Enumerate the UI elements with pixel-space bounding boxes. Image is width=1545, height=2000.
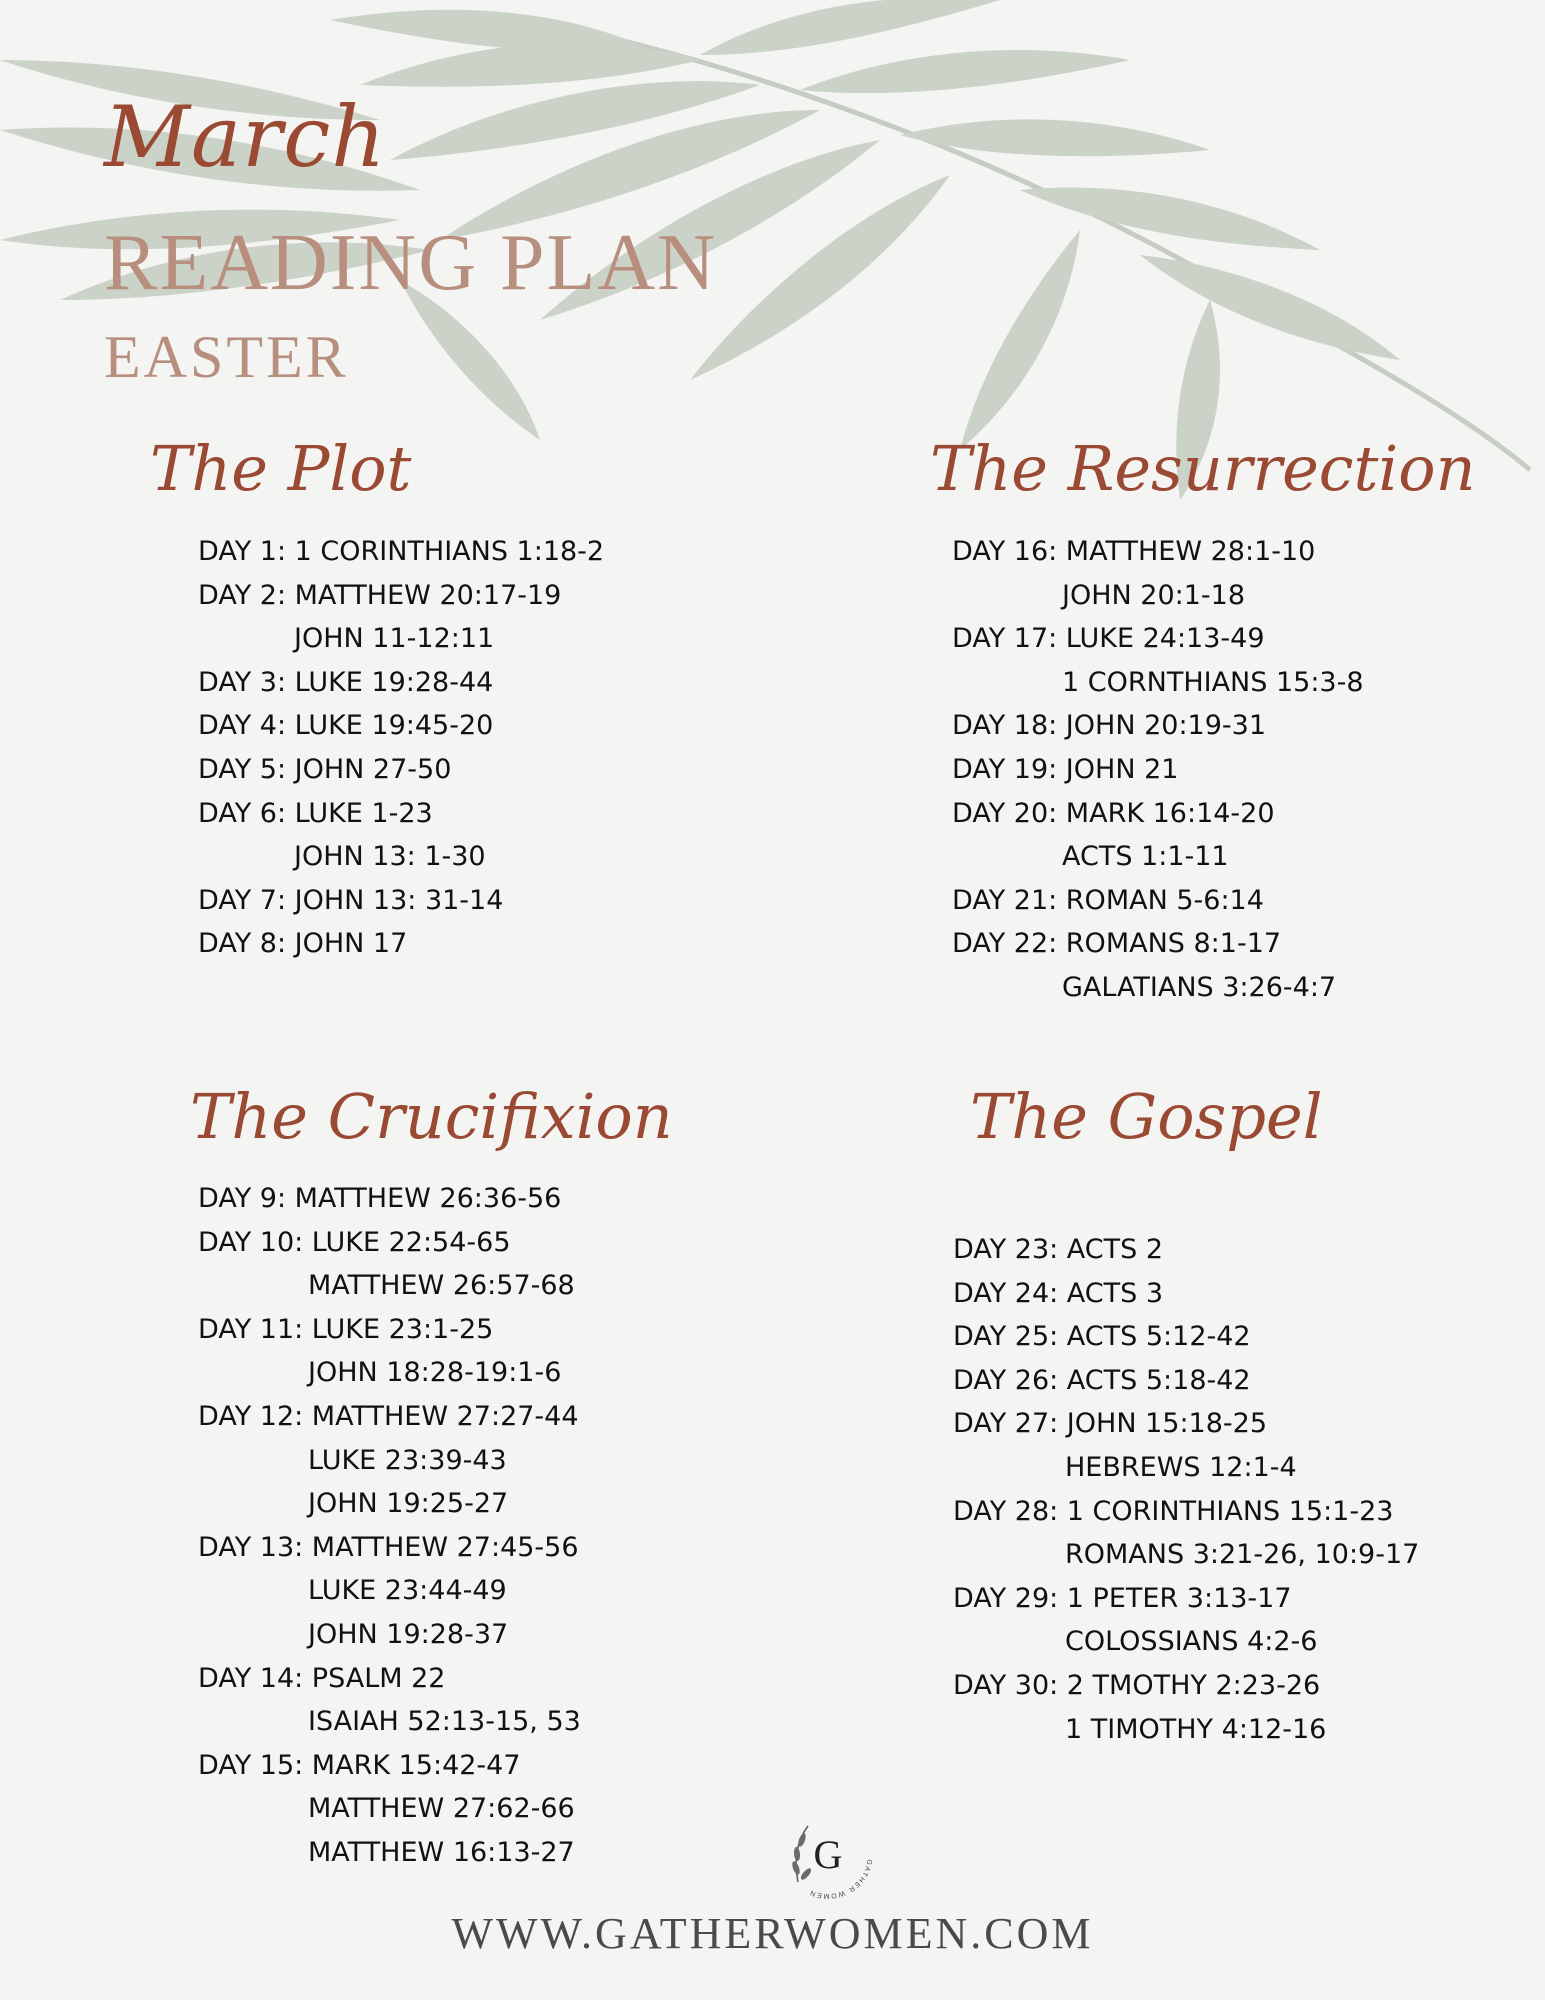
reading-item-continued: 1 TIMOTHY 4:12-16: [1065, 1713, 1327, 1745]
reading-list-crucifixion: [198, 1177, 581, 1875]
reading-item-continued: MATTHEW 16:13-27: [308, 1836, 575, 1868]
reading-item-day: DAY 3: LUKE 19:28-44: [198, 666, 494, 698]
reading-item-continued: LUKE 23:44-49: [308, 1575, 507, 1607]
reading-item-day: DAY 30: 2 TMOTHY 2:23-26: [953, 1669, 1321, 1701]
reading-item-day: DAY 16: MATTHEW 28:1-10: [952, 536, 1316, 567]
reading-item-day: DAY 4: LUKE 19:45-20: [198, 710, 494, 742]
reading-item-day: DAY 5: JOHN 27-50: [198, 753, 452, 785]
reading-item-day: DAY 11: LUKE 23:1-25: [198, 1313, 494, 1345]
logo-letter: G: [813, 1832, 843, 1877]
reading-item-day: DAY 29: 1 PETER 3:13-17: [953, 1582, 1292, 1614]
logo-ring-text: GATHER WOMEN: [808, 1858, 873, 1900]
plan-title: READING PLAN: [104, 219, 717, 307]
reading-item-continued: JOHN 19:28-37: [308, 1618, 509, 1650]
reading-item-day: DAY 8: JOHN 17: [198, 928, 408, 960]
section-title-gospel: The Gospel: [970, 1080, 1323, 1153]
reading-item-continued: HEBREWS 12:1-4: [1065, 1451, 1297, 1483]
section-title-plot: The Plot: [150, 432, 412, 505]
reading-list-gospel: [953, 1228, 1419, 1751]
reading-item-day: DAY 14: PSALM 22: [198, 1662, 446, 1694]
reading-item-continued: ROMANS 3:21-26, 10:9-17: [1065, 1539, 1420, 1571]
reading-item-day: DAY 13: MATTHEW 27:45-56: [198, 1531, 579, 1563]
reading-item-continued: JOHN 11-12:11: [294, 623, 495, 655]
reading-item-continued: JOHN 18:28-19:1-6: [308, 1357, 562, 1389]
reading-item-day: DAY 15: MARK 15:42-47: [198, 1749, 521, 1781]
reading-item-day: DAY 27: JOHN 15:18-25: [953, 1408, 1268, 1440]
reading-item-continued: JOHN 19:25-27: [308, 1488, 509, 1520]
reading-list-plot: [198, 530, 604, 966]
reading-item-continued: MATTHEW 27:62-66: [308, 1793, 575, 1825]
reading-item-continued: JOHN 13: 1-30: [294, 841, 486, 873]
reading-item-day: DAY 1: 1 CORINTHIANS 1:18-2: [198, 536, 605, 567]
reading-item-day: DAY 23: ACTS 2: [953, 1234, 1164, 1265]
reading-item-continued: ISAIAH 52:13-15, 53: [308, 1706, 581, 1738]
reading-item-day: DAY 22: ROMANS 8:1-17: [952, 928, 1282, 960]
reading-list-resurrection: [952, 530, 1364, 1010]
reading-item-day: DAY 21: ROMAN 5-6:14: [952, 884, 1264, 916]
reading-item-day: DAY 9: MATTHEW 26:36-56: [198, 1183, 562, 1214]
reading-item-day: DAY 20: MARK 16:14-20: [952, 797, 1275, 829]
reading-item-day: DAY 18: JOHN 20:19-31: [952, 710, 1267, 742]
reading-item-day: DAY 28: 1 CORINTHIANS 15:1-23: [953, 1495, 1394, 1527]
reading-item-day: DAY 25: ACTS 5:12-42: [953, 1321, 1251, 1353]
reading-item-day: DAY 19: JOHN 21: [952, 753, 1179, 785]
reading-item-continued: LUKE 23:39-43: [308, 1444, 507, 1476]
reading-item-day: DAY 24: ACTS 3: [953, 1277, 1164, 1309]
gather-women-logo: [776, 1802, 880, 1906]
reading-item-day: DAY 12: MATTHEW 27:27-44: [198, 1400, 579, 1432]
reading-item-day: DAY 7: JOHN 13: 31-14: [198, 884, 504, 916]
section-title-crucifixion: The Crucifixion: [190, 1080, 673, 1153]
reading-item-continued: JOHN 20:1-18: [1062, 579, 1246, 611]
reading-item-day: DAY 10: LUKE 22:54-65: [198, 1226, 511, 1258]
leaf-sprig-icon: [791, 1826, 813, 1882]
reading-item-day: DAY 26: ACTS 5:18-42: [953, 1364, 1251, 1396]
reading-item-day: DAY 6: LUKE 1-23: [198, 797, 433, 829]
plan-subtitle: EASTER: [104, 324, 349, 390]
reading-item-continued: MATTHEW 26:57-68: [308, 1270, 575, 1302]
month-title: March: [104, 88, 387, 186]
reading-item-day: DAY 2: MATTHEW 20:17-19: [198, 579, 562, 611]
section-title-resurrection: The Resurrection: [930, 432, 1476, 505]
reading-item-continued: COLOSSIANS 4:2-6: [1065, 1626, 1318, 1658]
reading-item-day: DAY 17: LUKE 24:13-49: [952, 623, 1265, 655]
reading-item-continued: 1 CORNTHIANS 15:3-8: [1062, 666, 1364, 698]
reading-item-continued: GALATIANS 3:26-4:7: [1062, 971, 1337, 1003]
website-url[interactable]: WWW.GATHERWOMEN.COM: [451, 1909, 1094, 1958]
reading-item-continued: ACTS 1:1-11: [1062, 841, 1229, 873]
